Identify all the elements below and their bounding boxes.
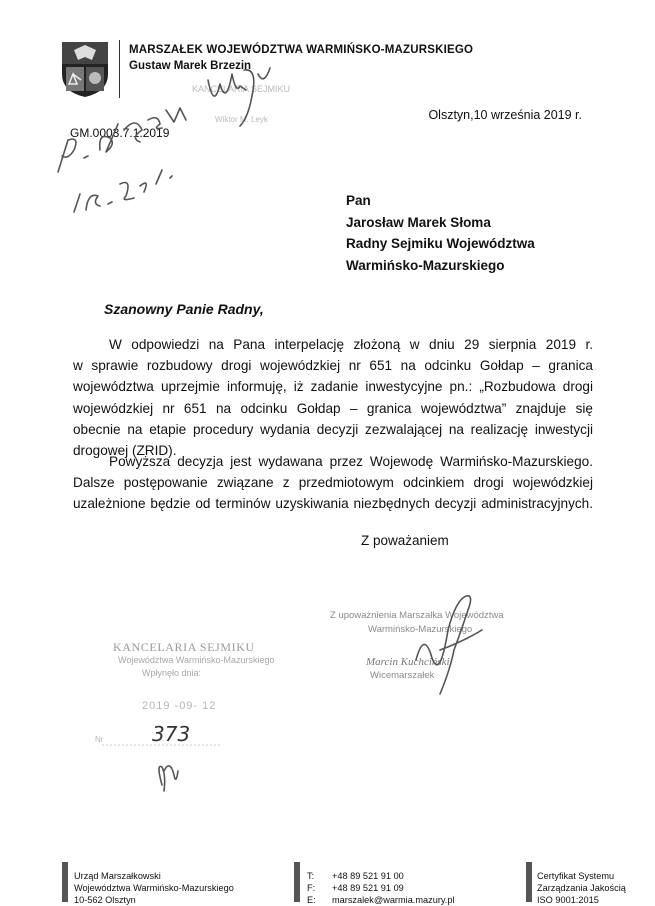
phone-label: T:	[307, 871, 315, 881]
header-name: Gustaw Marek Brzezin	[129, 60, 252, 72]
footer-cert-line: ISO 9001:2015	[537, 895, 599, 905]
addressee-title: Pan	[346, 193, 371, 208]
signature-region: Warmińsko-Mazurskiego	[368, 624, 473, 635]
closing-phrase: Z poważaniem	[361, 533, 449, 548]
handwritten-signature-image	[200, 60, 280, 130]
addressee-name: Jarosław Marek Słoma	[346, 215, 491, 230]
paragraph-line: Powyższa decyzja jest wydawana przez Wojewodę Warmińsko-Mazurskiego.	[109, 454, 593, 469]
footer-office-line: Urząd Marszałkowski	[74, 871, 161, 881]
stamp-received-label: Wpłynęło dnia:	[142, 668, 202, 678]
body-paragraph-2	[73, 451, 593, 515]
footer-contact	[307, 870, 455, 906]
addressee-role: Radny Sejmiku Województwa	[346, 236, 535, 251]
paragraph-line: drogowej (ZRID).	[73, 443, 177, 459]
stamp-nr-label: Nr	[95, 735, 104, 744]
footer-office-line: 10-562 Olsztyn	[74, 895, 136, 905]
footer-office	[74, 870, 234, 906]
phone-number: +48 89 521 91 00	[332, 871, 404, 881]
svg-text:373: 373	[152, 722, 191, 746]
email-label: E:	[307, 895, 316, 905]
footer-cert-line: Zarządzania Jakością	[537, 883, 626, 893]
footer-bar	[62, 862, 68, 902]
signature-role: Wicemarszałek	[370, 670, 435, 681]
stamp-date: 2019 -09- 12	[142, 700, 217, 712]
fax-number: +48 89 521 91 09	[332, 883, 404, 893]
signature-image	[410, 590, 490, 700]
reference-number: GM.0003.7.1.2019	[70, 126, 170, 140]
addressee-region: Warmińsko-Mazurskiego	[346, 258, 505, 273]
svg-text:KANCELARIA SEJMIKU: KANCELARIA SEJMIKU	[192, 84, 291, 94]
paragraph-line: wojewódzkiej nr 651 na odcinku Gołdap – granica województwa” znajduje się	[73, 400, 593, 416]
footer-bar	[294, 862, 300, 902]
signature-authorization: Z upoważnienia Marszałka Województwa	[330, 610, 504, 621]
handwritten-number-image	[100, 715, 240, 795]
paragraph-line: województwa uprzejmie informuję, iż zadanie inwestycyjne pn.: „Rozbudowa drogi	[73, 379, 593, 395]
signature-name: Marcin Kuchciński	[366, 656, 450, 668]
stamp-subtitle: Województwa Warmińsko-Mazurskiego	[118, 655, 275, 665]
body-paragraph-1	[73, 334, 593, 461]
paragraph-line: w sprawie rozbudowy drogi wojewódzkiej nr 651 na odcinku Gołdap – granica	[73, 358, 593, 374]
paragraph-line: obecnie na etapie procedury wydania decyzji zezwalającej na realizację inwestycji	[73, 421, 593, 437]
svg-text:Wiktor M. Leyk: Wiktor M. Leyk	[215, 115, 268, 124]
header-title: MARSZAŁEK WOJEWÓDZTWA WARMIŃSKO-MAZURSKIEGO	[129, 44, 474, 56]
fax-label: F:	[307, 883, 316, 893]
footer-cert-line: Certyfikat Systemu	[537, 871, 615, 881]
footer-office-line: Województwa Warmińsko-Mazurskiego	[74, 883, 234, 893]
paragraph-line: uzależnione będzie od terminów uzyskiwania niezbędnych decyzji administracyjnych.	[73, 496, 593, 512]
handwritten-note-image	[40, 80, 210, 220]
paragraph-line: W odpowiedzi na Pana interpelację złożoną w dniu 29 sierpnia 2019 r.	[109, 337, 593, 352]
footer-bar	[526, 862, 532, 902]
salutation: Szanowny Panie Radny,	[104, 301, 264, 317]
stamp-title: KANCELARIA SEJMIKU	[113, 640, 255, 654]
footer-certificate	[537, 870, 626, 906]
paragraph-line: Dalsze postępowanie związane z przedmiotowym odcinkiem drogi wojewódzkiej	[73, 475, 593, 491]
letter-date: Olsztyn,10 września 2019 r.	[428, 108, 582, 122]
email-link[interactable]: marszalek@warmia.mazury.pl	[332, 895, 455, 905]
